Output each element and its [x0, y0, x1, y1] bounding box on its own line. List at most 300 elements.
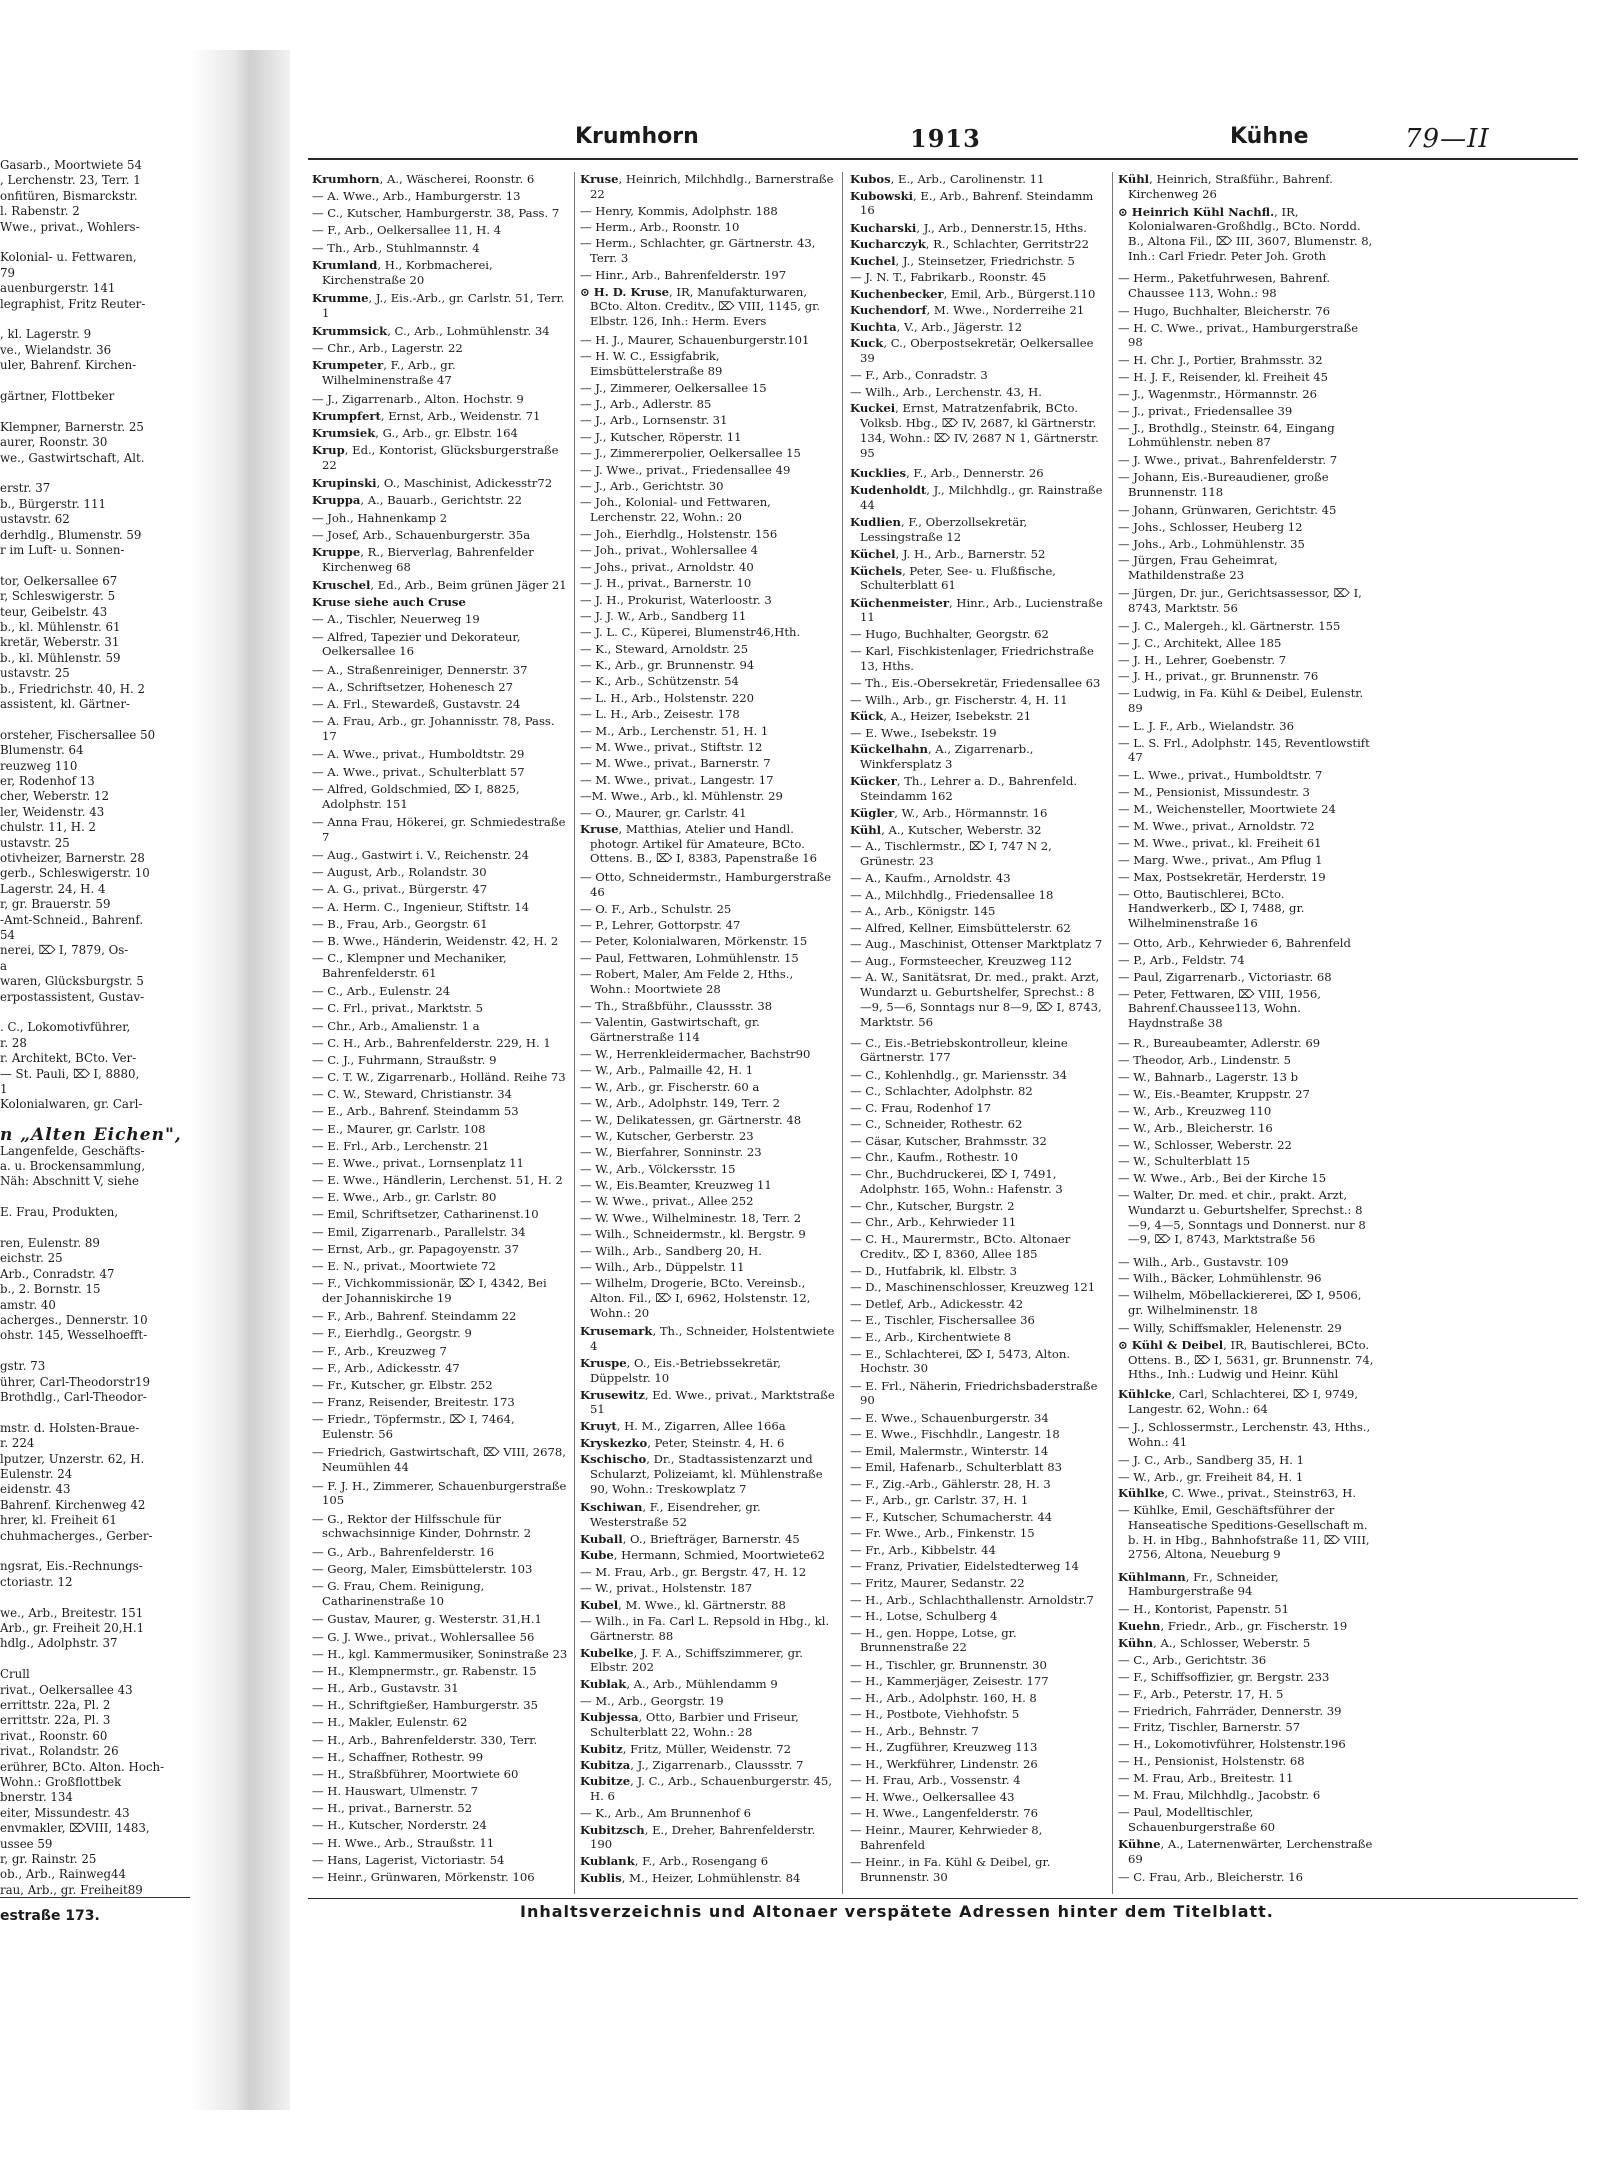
directory-entry: — J. J. W., Arb., Sandberg 11: [580, 608, 747, 623]
entry-surname: Kublis: [580, 1870, 622, 1885]
entry-details: , Ernst, Arb., Weidenstr. 71: [380, 408, 541, 423]
directory-entry: [850, 564, 1106, 593]
left-page-line: teur, Geibelstr. 43: [0, 604, 108, 619]
directory-entry: — Theodor, Arb., Lindenstr. 5: [1118, 1053, 1291, 1068]
directory-entry: — W., Arb., gr. Fischerstr. 60 a: [580, 1079, 760, 1094]
directory-entry: — H., Lokomotivführer, Holstenstr.196: [1118, 1737, 1346, 1752]
left-page-line: Kolonial- u. Fettwaren,: [0, 250, 137, 265]
directory-entry: — Wilh., in Fa. Carl L. Repsold in Hbg., kl. Gärtnerstr. 88: [580, 1613, 830, 1643]
directory-entry: — J., Zimmererpolier, Oelkersallee 15: [580, 446, 801, 461]
left-page-line: r, gr. Brauerstr. 59: [0, 897, 111, 912]
left-page-line: Arb., gr. Freiheit 20,H.1: [0, 1621, 145, 1635]
directory-entry: — A., Kaufm., Arnoldstr. 43: [850, 871, 1011, 886]
entry-surname: Kruppa: [312, 493, 361, 508]
entry-surname: Krumhorn: [312, 172, 380, 186]
left-page-line: gerb., Schleswigerstr. 10: [0, 866, 150, 881]
directory-entry: — C. T. W., Zigarrenarb., Holländ. Reihe 73: [312, 1070, 566, 1085]
directory-entry: — M. Frau, Arb., gr. Bergstr. 47, H. 12: [580, 1564, 807, 1579]
entry-details: , Ed., Kontorist, Glücksburgerstraße 22: [322, 443, 559, 472]
entry-surname: Kublank: [580, 1854, 635, 1869]
entry-details: , F., Arb., Rosengang 6: [634, 1854, 769, 1869]
directory-entry: [1118, 172, 1374, 201]
entry-surname: Kubitze: [580, 1774, 631, 1789]
entry-surname: Kühl: [1118, 172, 1150, 186]
entry-surname: Kruyt: [580, 1419, 617, 1434]
directory-entry: — C. H., Maurermstr., BCto. Altonaer Creditv., ⌦ I, 8360, Allee 185: [850, 1231, 1071, 1261]
directory-entry: — Fritz, Tischler, Barnerstr. 57: [1118, 1720, 1301, 1735]
entry-surname: Kruspe: [580, 1356, 627, 1371]
entry-surname: Kühlcke: [1118, 1387, 1172, 1402]
directory-entry: [580, 1419, 836, 1434]
left-page-line: chulstr. 11, H. 2: [0, 820, 97, 835]
directory-entry: — W., Eis.-Beamter, Kruppstr. 27: [1118, 1086, 1310, 1101]
directory-entry: — Max, Postsekretär, Herderstr. 19: [1118, 869, 1326, 884]
directory-entry: [1118, 1387, 1374, 1416]
left-page-line: b., kl. Mühlenstr. 59: [0, 650, 121, 665]
directory-entry: — E. N., privat., Moortwiete 72: [312, 1258, 496, 1273]
entry-details: , Ernst, Matratzenfabrik, BCto. Volksb. Hbg., ⌦ IV, 2687, kl Gärtnerstr. 134, Wohn.: ⌦ IV, 2687 N 1, Gärtnerstr. 95: [860, 401, 1099, 460]
directory-entry: — H. Wwe., Oelkersallee 43: [850, 1789, 1015, 1804]
directory-entry: — Paul, Fettwaren, Lohmühlenstr. 15: [580, 950, 799, 965]
directory-entry: — C., Arb., Eulenstr. 24: [312, 984, 451, 999]
left-page-line: l. Rabenstr. 2: [0, 204, 80, 219]
directory-entry: — Wilh., Arb., gr. Fischerstr. 4, H. 11: [850, 692, 1068, 707]
directory-entry: — W., Arb., gr. Freiheit 84, H. 1: [1118, 1469, 1304, 1484]
directory-entry: — Paul, Zigarrenarb., Victoriastr. 68: [1118, 969, 1332, 984]
directory-entry: — H., Arb., Gustavstr. 31: [312, 1681, 459, 1696]
directory-entry: — P., Arb., Feldstr. 74: [1118, 952, 1245, 967]
directory-entry: — Valentin, Gastwirtschaft, gr. Gärtnerstraße 114: [580, 1015, 760, 1044]
directory-entry: — Anna Frau, Hökerei, gr. Schmiedestraße 7: [312, 814, 566, 844]
directory-entry: — G. J. Wwe., privat., Wohlersallee 56: [312, 1629, 535, 1644]
directory-entry: — Aug., Gastwirt i. V., Reichenstr. 24: [312, 848, 529, 863]
entry-details: , F., Eisendreher, gr. Westerstraße 52: [590, 1500, 761, 1529]
left-page-line: r im Luft- u. Sonnen-: [0, 543, 125, 557]
directory-entry: — W., privat., Holstenstr. 187: [580, 1581, 753, 1596]
directory-entry: — Hugo, Buchhalter, Georgstr. 62: [850, 627, 1049, 642]
entry-surname: Kubel: [580, 1597, 619, 1612]
entry-details: , A., Schlosser, Weberstr. 5: [1153, 1636, 1311, 1651]
entry-surname: Kubelke: [580, 1645, 634, 1660]
directory-entry: — B. Wwe., Händerin, Weidenstr. 42, H. 2: [312, 933, 559, 948]
entry-details: , Otto, Barbier und Friseur, Schulterblatt 22, Wohn.: 28: [590, 1710, 799, 1739]
directory-entry: — H. Wwe., Langenfelderstr. 76: [850, 1806, 1039, 1821]
left-page-fragment: [0, 158, 200, 1928]
left-page-line: . C., Lokomotivführer,: [0, 1020, 131, 1035]
directory-entry: [850, 237, 1106, 252]
directory-entry: — C. J., Fuhrmann, Straußstr. 9: [312, 1052, 497, 1067]
directory-entry: [850, 709, 1106, 724]
left-page-line: Langenfelde, Geschäfts-: [0, 1143, 145, 1158]
directory-entry: — H., Zugführer, Kreuzweg 113: [850, 1740, 1038, 1755]
directory-entry: — Wilh., Arb., Sandberg 20, H.: [580, 1243, 762, 1258]
left-page-line: amstr. 40: [0, 1297, 56, 1312]
directory-entry: — H., Lotse, Schulberg 4: [850, 1609, 998, 1624]
entry-details: , A., Zigarrenarb., Winkfersplatz 3: [860, 742, 1034, 771]
directory-entry: — Otto, Bautischlerei, BCto. Handwerkerb., ⌦ I, 7488, gr. Wilhelminenstraße 16: [1118, 886, 1305, 930]
directory-entry: — H., Arb., Schlachthallenstr. Arnoldstr.7: [850, 1592, 1094, 1607]
directory-entry: [1118, 1636, 1374, 1651]
directory-entry: — Alfred, Goldschmied, ⌦ I, 8825, Adolphstr. 151: [312, 781, 520, 811]
directory-entry: — K., Arb., Am Brunnenhof 6: [580, 1806, 752, 1821]
directory-entry: — W., Herrenkleidermacher, Bachstr90: [580, 1046, 811, 1061]
directory-entry: — Joh., Kolonial- und Fettwaren, Lerchenstr. 22, Wohn.: 20: [580, 495, 771, 525]
directory-entry: — D., Hutfabrik, kl. Elbstr. 3: [850, 1263, 1018, 1278]
directory-entry: — J. Wwe., privat., Bahrenfelderstr. 7: [1118, 453, 1338, 468]
directory-entry: [580, 822, 836, 866]
entry-details: , Heinrich, Straßführ., Bahrenf. Kirchenweg 26: [1128, 172, 1333, 201]
left-page-line: onfitüren, Bismarckstr.: [0, 188, 138, 203]
directory-entry: — Detlef, Arb., Adickesstr. 42: [850, 1296, 1024, 1311]
directory-entry: — F., Zig.-Arb., Gählerstr. 28, H. 3: [850, 1476, 1051, 1491]
directory-entry: — J. L. C., Küperei, Blumenstr46,Hth.: [580, 625, 801, 640]
entry-surname: ⊙ Kühl & Deibel: [1118, 1337, 1224, 1352]
entry-surname: Krumland: [312, 257, 378, 272]
directory-entry: — W. Wwe., Wilhelminestr. 18, Terr. 2: [580, 1210, 802, 1225]
entry-surname: Kucklies: [850, 466, 907, 481]
directory-entry: [312, 358, 568, 387]
entry-details: , J. C., Arb., Schauenburgerstr. 45, H. 6: [590, 1774, 833, 1804]
entry-details: , A., Wäscherei, Roonstr. 6: [379, 172, 535, 186]
directory-entry: — J., Arb., Adlerstr. 85: [580, 397, 712, 412]
entry-details: , IR, Manufakturwaren, BCto. Alton. Creditv., ⌦ VIII, 1145, gr. Elbstr. 126, Inh.: Herm. Evers: [590, 284, 821, 328]
directory-entry: — M., Weichensteller, Moortwiete 24: [1118, 802, 1336, 817]
entry-details: , J. H., Arb., Barnerstr. 52: [895, 546, 1046, 561]
footer-rule: [308, 1898, 1578, 1899]
left-page-line: b., kl. Mühlenstr. 61: [0, 620, 121, 634]
entry-details: , Hinr., Arb., Lucienstraße 11: [860, 595, 1103, 625]
entry-details: , E., Dreher, Bahrenfelderstr. 190: [590, 1822, 816, 1852]
directory-entry: — H., Kammerjäger, Zeisestr. 177: [850, 1674, 1049, 1689]
directory-entry: — J., privat., Friedensallee 39: [1118, 403, 1293, 418]
header-right-word: Kühne: [1230, 124, 1309, 149]
directory-entry: [850, 742, 1106, 771]
entry-surname: Kschiwan: [580, 1500, 643, 1515]
directory-entry: [312, 409, 568, 424]
directory-entry: — J. H., Lehrer, Goebenstr. 7: [1118, 652, 1287, 667]
directory-entry: [1118, 1837, 1374, 1866]
left-page-line: eiter, Missundestr. 43: [0, 1805, 130, 1820]
directory-entry: — Otto, Arb., Kehrwieder 6, Bahrenfeld: [1118, 936, 1351, 951]
entry-details: , M. Wwe., Norderreihe 21: [926, 303, 1085, 318]
directory-entry: — Fr., Kutscher, gr. Elbstr. 252: [312, 1377, 493, 1392]
directory-entry: — H., Arb., Behnstr. 7: [850, 1723, 979, 1738]
directory-entry: — Hans, Lagerist, Victoriastr. 54: [312, 1852, 505, 1867]
left-page-line: rivat., Oelkersallee 43: [0, 1682, 133, 1697]
directory-entry: — H., Schaffner, Rothestr. 99: [312, 1749, 484, 1764]
directory-entry: — E. Wwe., Isebekstr. 19: [850, 725, 997, 740]
entry-details: , R., Schlachter, Gerritstr22: [925, 237, 1090, 252]
directory-entry: [312, 578, 568, 593]
directory-entry: — B., Frau, Arb., Georgstr. 61: [312, 916, 488, 931]
directory-entry: [312, 291, 568, 320]
directory-entry: [580, 1774, 836, 1803]
left-page-line: ob., Arb., Rainweg44: [0, 1867, 127, 1882]
directory-entry: — J. C., Architekt, Allee 185: [1118, 635, 1282, 650]
entry-surname: Kudlien: [850, 515, 901, 529]
entry-details: , F., Oberzollsekretär, Lessingstraße 12: [860, 515, 1028, 544]
directory-entry: — A., Arb., Königstr. 145: [850, 904, 996, 919]
directory-entry: [580, 1598, 836, 1613]
entry-surname: Kühn: [1118, 1636, 1154, 1651]
entry-details: , C. Wwe., privat., Steinstr63, H.: [1164, 1486, 1357, 1501]
entry-surname: Kubowski: [850, 188, 914, 203]
entry-surname: Kücker: [850, 774, 897, 789]
left-page-line: Arb., Conradstr. 47: [0, 1266, 115, 1281]
entry-surname: Kubitza: [580, 1758, 631, 1773]
left-page-line: erührer, BCto. Alton. Hoch-: [0, 1759, 165, 1774]
entry-surname: Kühne: [1118, 1837, 1161, 1852]
directory-entry: — Wilh., Bäcker, Lohmühlenstr. 96: [1118, 1271, 1322, 1286]
left-page-line: envmakler, ⌦VIII, 1483,: [0, 1821, 150, 1836]
directory-entry: — C., Klempner und Mechaniker, Bahrenfelderstr. 61: [312, 951, 507, 980]
directory-entry: — A. Wwe., privat., Schulterblatt 57: [312, 764, 525, 779]
left-page-line: aurer, Roonstr. 30: [0, 435, 108, 450]
entry-surname: Kückelhahn: [850, 742, 928, 757]
left-page-line: rivat., Rolandstr. 26: [0, 1744, 119, 1759]
directory-entry: — Heinr., in Fa. Kühl & Deibel, gr. Brunnenstr. 30: [850, 1855, 1051, 1884]
left-page-line: derhdlg., Blumenstr. 59: [0, 527, 142, 542]
directory-entry: — A., Milchhdlg., Friedensallee 18: [850, 887, 1054, 902]
entry-surname: Küchels: [850, 563, 903, 578]
left-page-line: , Lerchenstr. 23, Terr. 1: [0, 173, 141, 188]
directory-entry: — H., Werkführer, Lindenstr. 26: [850, 1756, 1038, 1771]
entry-surname: Kucharczyk: [850, 237, 926, 252]
entry-details: , M., Heizer, Lohmühlenstr. 84: [621, 1870, 801, 1885]
left-page-line: tor, Oelkersallee 67: [0, 573, 118, 588]
directory-entry: — H., Schriftgießer, Hamburgerstr. 35: [312, 1698, 539, 1713]
directory-entry: — Emil, Hafenarb., Schulterblatt 83: [850, 1460, 1063, 1475]
directory-entry: — H., Straßbführer, Moortwiete 60: [312, 1766, 519, 1781]
entry-details: , V., Arb., Jägerstr. 12: [896, 319, 1023, 334]
entry-surname: Krumpeter: [312, 358, 384, 373]
entry-surname: Krummsick: [312, 324, 388, 339]
column-1: [312, 172, 568, 1894]
directory-entry: — J. C., Malergeh., kl. Gärtnerstr. 155: [1118, 618, 1341, 633]
directory-entry: — M., Arb., Georgstr. 19: [580, 1693, 724, 1708]
directory-entry: — A., Tischler, Neuerweg 19: [312, 612, 480, 627]
entry-details: , O., Maschinist, Adickesstr72: [376, 476, 553, 491]
directory-entry: — Chr., Kaufm., Rothestr. 10: [850, 1150, 1019, 1165]
directory-entry: — H., Pensionist, Holstenstr. 68: [1118, 1754, 1305, 1769]
directory-entry: — F., Arb., Kreuzweg 7: [312, 1343, 447, 1358]
entry-surname: Krupinski: [312, 476, 377, 491]
entry-surname: Kuckei: [850, 401, 896, 416]
directory-entry: [580, 1500, 836, 1529]
directory-entry: — P., Lehrer, Gottorpstr. 47: [580, 918, 741, 933]
left-page-line: , kl. Lagerstr. 9: [0, 327, 92, 342]
directory-entry: — E., Arb., Kirchentwiete 8: [850, 1330, 1012, 1345]
directory-entry: — M. Wwe., privat., Stiftstr. 12: [580, 740, 763, 755]
entry-details: , M. Wwe., kl. Gärtnerstr. 88: [618, 1597, 786, 1612]
directory-entry: — L. H., Arb., Zeisestr. 178: [580, 707, 740, 722]
entry-details: , J., Eis.-Arb., gr. Carlstr. 51, Terr. 1: [322, 290, 565, 320]
column-divider: [574, 172, 575, 1894]
left-page-line: Wohn.: Großflottbek: [0, 1775, 122, 1789]
directory-entry: [312, 324, 568, 339]
entry-surname: Krusemark: [580, 1324, 653, 1339]
directory-entry: — G., Rektor der Hilfsschule für schwachsinnige Kinder, Dohrnstr. 2: [312, 1511, 532, 1541]
entry-details: , E., Arb., Carolinenstr. 11: [890, 172, 1045, 186]
left-page-line: orsteher, Fischersallee 50: [0, 727, 156, 742]
entry-details: , F., Arb., Dennerstr. 26: [906, 466, 1044, 481]
directory-entry: — H., Kontorist, Papenstr. 51: [1118, 1602, 1290, 1617]
entry-surname: Kube: [580, 1548, 614, 1563]
directory-entry: [312, 426, 568, 441]
left-page-line: eidenstr. 43: [0, 1482, 71, 1497]
directory-entry: — F., Arb., Oelkersallee 11, H. 4: [312, 223, 502, 238]
entry-surname: Krumpfert: [312, 408, 381, 423]
directory-entry: — E. Frl., Näherin, Friedrichsbaderstraße 90: [850, 1378, 1098, 1408]
directory-entry: — H., Arb., Adolphstr. 160, H. 8: [850, 1690, 1037, 1705]
directory-entry: — E. Wwe., Arb., gr. Carlstr. 80: [312, 1190, 497, 1205]
directory-entry: [580, 1388, 836, 1417]
directory-entry: [1118, 1619, 1374, 1634]
entry-details: , O., Briefträger, Barnerstr. 45: [622, 1531, 800, 1546]
entry-details: , Hermann, Schmied, Moortwiete62: [613, 1548, 825, 1563]
directory-entry: — E. Wwe., Schauenburgerstr. 34: [850, 1410, 1049, 1425]
left-page-line: errittstr. 22a, Pl. 3: [0, 1713, 111, 1728]
entry-surname: Krusewitz: [580, 1387, 645, 1402]
directory-entry: — F., Arb., Bahrenf. Steindamm 22: [312, 1309, 517, 1324]
directory-entry: — Georg, Maler, Eimsbüttelerstr. 103: [312, 1562, 533, 1577]
page-number: 79—II: [1405, 124, 1490, 154]
left-page-line: b., Friedrichstr. 40, H. 2: [0, 681, 145, 696]
directory-entry: — Emil, Schriftsetzer, Catharinenst.10: [312, 1207, 539, 1222]
left-page-footer: estraße 173.: [0, 1908, 100, 1924]
directory-entry: — Alfred, Tapezier und Dekorateur, Oelkersallee 16: [312, 629, 521, 659]
page-gutter: [190, 50, 290, 2110]
directory-entry: — Peter, Kolonialwaren, Mörkenstr. 15: [580, 934, 808, 949]
directory-entry: — E., Schlachterei, ⌦ I, 5473, Alton. Hochstr. 30: [850, 1346, 1071, 1376]
header-year: 1913: [910, 124, 981, 153]
directory-entry: — A. Wwe., Arb., Hamburgerstr. 13: [312, 189, 521, 204]
directory-entry: — Fr. Wwe., Arb., Finkenstr. 15: [850, 1526, 1035, 1541]
directory-entry: [312, 443, 568, 472]
left-page-line: E. Frau, Produkten,: [0, 1205, 119, 1220]
directory-entry: — Wilhelm, Drogerie, BCto. Vereinsb., Alton. Fil., ⌦ I, 6962, Holstenstr. 12, Wohn.: 20: [580, 1276, 811, 1320]
header-left-word: Krumhorn: [575, 124, 699, 149]
left-page-line: b., 2. Bornstr. 15: [0, 1282, 101, 1297]
directory-entry: — Herm., Paketfuhrwesen, Bahrenf. Chaussee 113, Wohn.: 98: [1118, 271, 1331, 300]
directory-entry: — R., Bureaubeamter, Adlerstr. 69: [1118, 1036, 1321, 1051]
left-page-line: gärtner, Flottbeker: [0, 389, 115, 403]
directory-entry: [850, 303, 1106, 318]
directory-entry: — K., Steward, Arnoldstr. 25: [580, 641, 749, 656]
page-header: [310, 124, 1600, 168]
directory-entry: [312, 595, 568, 610]
entry-surname: Krumme: [312, 290, 369, 305]
directory-entry: [850, 221, 1106, 236]
left-page-line: Näh: Abschnitt V, siehe: [0, 1174, 139, 1189]
left-page-line: ren, Eulenstr. 89: [0, 1236, 100, 1250]
directory-entry: — Emil, Zigarrenarb., Parallelstr. 34: [312, 1224, 526, 1239]
entry-details: , Fr., Schneider, Hamburgerstraße 94: [1128, 1569, 1279, 1599]
entry-details: , O., Eis.-Betriebssekretär, Düppelstr. 10: [590, 1356, 781, 1385]
directory-entry: — E. Wwe., Händlerin, Lerchenst. 51, H. 2: [312, 1173, 563, 1188]
directory-entry: — J., Brothdlg., Steinstr. 64, Eingang Lohmühlenstr. neben 87: [1118, 420, 1335, 450]
directory-entry: — Johann, Eis.-Bureaudiener, große Brunnenstr. 118: [1118, 470, 1329, 499]
directory-entry: [850, 823, 1106, 838]
directory-entry: — Otto, Schneidermstr., Hamburgerstraße 46: [580, 870, 832, 899]
left-page-line: bnerstr. 134: [0, 1790, 73, 1805]
entry-details: , J., Milchhdlg., gr. Rainstraße 44: [860, 483, 1103, 512]
column-3: [850, 172, 1106, 1894]
left-page-line: a: [0, 958, 8, 973]
entry-details: , IR, Bautischlerei, BCto. Ottens. B., ⌦ I, 5631, gr. Brunnenstr. 74, Hths., Inh.: Ludwig und Heinr. Kühl: [1128, 1337, 1374, 1382]
directory-entry: [850, 320, 1106, 335]
directory-entry: — W., Delikatessen, gr. Gärtnerstr. 48: [580, 1112, 802, 1127]
left-page-line: ustavstr. 25: [0, 666, 70, 681]
entry-surname: Kuck: [850, 336, 884, 351]
left-page-line: legraphist, Fritz Reuter-: [0, 296, 146, 311]
directory-entry: [580, 1356, 836, 1385]
directory-entry: — C., Schlachter, Adolphstr. 82: [850, 1084, 1033, 1099]
left-page-line: eichstr. 25: [0, 1251, 63, 1266]
index-notice: Inhaltsverzeichnis und Altonaer verspätete Adressen hinter dem Titelblatt.: [520, 1902, 1274, 1921]
directory-entry: — A. Frau, Arb., gr. Johannisstr. 78, Pass. 17: [312, 714, 555, 743]
left-page-line: r. Architekt, BCto. Ver-: [0, 1051, 137, 1066]
directory-entry: — F., Eierhdlg., Georgstr. 9: [312, 1326, 472, 1341]
directory-entry: — Franz, Reisender, Breitestr. 173: [312, 1395, 515, 1410]
directory-entry: [312, 545, 568, 574]
directory-entry: — J. Wwe., privat., Friedensallee 49: [580, 462, 791, 477]
directory-entry: — A. Frl., Stewardeß, Gustavstr. 24: [312, 697, 521, 712]
directory-entry: [850, 336, 1106, 365]
directory-entry: — Paul, Modelltischler, Schauenburgerstraße 60: [1118, 1804, 1275, 1834]
left-page-line: hrer, kl. Freiheit 61: [0, 1513, 117, 1528]
directory-entry: — J., Arb., Gerichtstr. 30: [580, 478, 724, 493]
entry-surname: Kublak: [580, 1677, 627, 1692]
left-page-line: r. 224: [0, 1436, 35, 1451]
directory-entry: — J., Zigarrenarb., Alton. Hochstr. 9: [312, 391, 524, 406]
entry-details: , E., Arb., Bahrenf. Steindamm 16: [860, 188, 1094, 218]
directory-entry: — L. H., Arb., Holstenstr. 220: [580, 690, 755, 705]
column-4: [1118, 172, 1374, 1894]
directory-entry: — Joh., Hahnenkamp 2: [312, 510, 448, 525]
directory-entry: — Friedr., Töpfermstr., ⌦ I, 7464, Eulenstr. 56: [312, 1412, 515, 1441]
directory-entry: [850, 483, 1106, 512]
left-page-line: ustavstr. 25: [0, 835, 70, 850]
directory-entry: — F., Arb., Conradstr. 3: [850, 368, 988, 383]
entry-details: , Ed., Arb., Beim grünen Jäger 21: [370, 578, 567, 593]
directory-entry: — Wilhelm, Möbellackiererei, ⌦ I, 9506, gr. Wilhelminenstr. 18: [1118, 1288, 1362, 1318]
entry-surname: Kühlke: [1118, 1486, 1165, 1501]
left-page-line: Crull: [0, 1667, 30, 1682]
entry-details: , J. F. A., Schiffszimmerer, gr. Elbstr. 202: [590, 1645, 803, 1675]
directory-entry: — J. C., Arb., Sandberg 35, H. 1: [1118, 1452, 1304, 1467]
left-page-line: ührer, Carl-Theodorstr19: [0, 1374, 150, 1389]
directory-entry: — Robert, Maler, Am Felde 2, Hths., Wohn.: Moortwiete 28: [580, 967, 794, 996]
entry-surname: Kühl: [850, 822, 882, 837]
directory-entry: — E., Tischler, Fischersallee 36: [850, 1313, 1035, 1328]
directory-entry: — W., Schlosser, Weberstr. 22: [1118, 1137, 1292, 1152]
directory-entry: — Th., Eis.-Obersekretär, Friedensallee 63: [850, 676, 1101, 691]
entry-details: , IR, Kolonialwaren-Großhdlg., BCto. Nordd. B., Altona Fil., ⌦ III, 3607, Blumenstr. 8, Inh.: Carl Friedr. Peter Joh. Groth: [1128, 204, 1373, 263]
left-page-rule: [0, 1897, 190, 1898]
entry-details: , Ed. Wwe., privat., Marktstraße 51: [590, 1387, 835, 1417]
left-page-line: gstr. 73: [0, 1359, 46, 1374]
entry-surname: Kubitzsch: [580, 1822, 645, 1837]
left-page-line: ussee 59: [0, 1836, 53, 1851]
directory-entry: — Johs., Schlosser, Heuberg 12: [1118, 519, 1303, 534]
entry-details: , W., Arb., Hörmannstr. 16: [894, 806, 1048, 821]
directory-entry: — H., kgl. Kammermusiker, Soninstraße 23: [312, 1646, 568, 1661]
entry-details: , Dr., Stadtassistenzarzt und Schularzt, Polizeiamt, kl. Mühlenstraße 90, Wohn.: Treskowplatz 7: [590, 1452, 823, 1496]
directory-entry: — L. Wwe., privat., Humboldtstr. 7: [1118, 768, 1323, 783]
directory-entry: — H., privat., Barnerstr. 52: [312, 1801, 473, 1816]
left-page-line: erstr. 37: [0, 481, 51, 496]
